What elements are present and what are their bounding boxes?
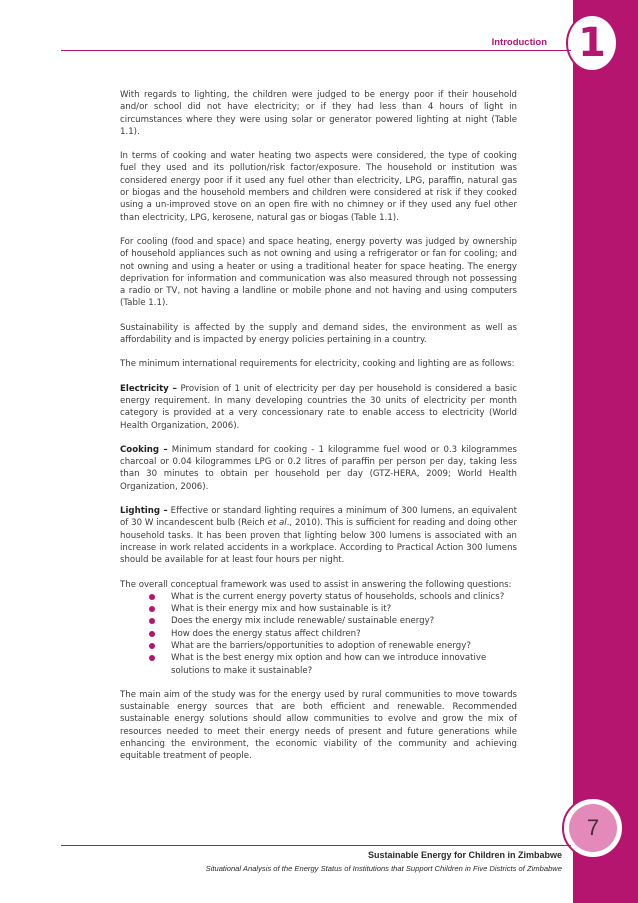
cooking-text: Minimum standard for cooking - 1 kilogramme fuel wood or 0.3 kilogrammes charcoal or 0.04 kilogrammes LPG or 0.2 litres of paraffin per person per day, taking less than 30 minutes to obtain per household per day (GTZ-HERA, 2009; World Health Organization, 2006). <box>120 444 517 492</box>
lighting-etal: et al <box>267 518 287 529</box>
paragraph-framework: The overall conceptual framework was used to assist in answering the following questions: <box>120 579 512 590</box>
list-item: Does the energy mix include renewable/ sustainable energy? <box>120 615 517 627</box>
electricity-text: Provision of 1 unit of electricity per day per household is considered a basic energy requirement. In many developing countries the 30 units of electricity per month category is provided at a very concessionary rate to enable access to electricity (World Health Organization, 2006). <box>120 383 517 431</box>
lighting-text-b: ., 2010). This is sufficient for reading and doing other household tasks. It has been proven that lighting below 300 lumens is associated with an increase in work related accidents in a workplace. According to Practical Action 300 lumens should be available for at least four hours per night. <box>120 518 517 566</box>
list-item: How does the energy status affect children? <box>120 628 517 640</box>
paragraph-requirements-intro: The minimum international requirements for electricity, cooking and lighting are as follows: <box>120 359 515 370</box>
paragraph-sustainability: Sustainability is affected by the supply and demand sides, the environment as well as affordability and is impacted by energy policies pertaining in a country. <box>120 322 517 346</box>
electricity-label: Electricity – <box>120 383 177 394</box>
paragraph-cooking <box>120 444 517 493</box>
header-divider <box>61 50 571 51</box>
paragraph-lighting <box>120 505 517 566</box>
questions-list <box>120 591 517 677</box>
paragraph-main-aim: The main aim of the study was for the energy used by rural communities to move towards sustainable energy sources that are both efficient and renewable. Recommended sustainable energy solutions should allow communities to evolve and grow the mix of resources needed to meet their energy needs of present and future generations while enhancing the environment, the economic viability of the community and achieving equitable treatment of people. <box>120 689 517 762</box>
footer-divider <box>61 845 571 846</box>
paragraph-electricity <box>120 383 517 432</box>
footer-title: Sustainable Energy for Children in Zimbabwe <box>367 850 562 860</box>
paragraph-lighting-poverty: With regards to lighting, the children were judged to be energy poor if their household and/or school did not have electricity; or if they had less than 4 hours of light in circumstances where they were using solar or generator powered lighting at night (Table 1.1). <box>120 90 517 137</box>
lighting-text-a: Effective or standard lighting requires a minimum of 300 lumens, an equivalent of 30 W incandescent bulb (Reich <box>120 506 517 529</box>
list-item: What are the barriers/opportunities to adoption of renewable energy? <box>120 640 517 652</box>
lighting-label: Lighting – <box>120 506 168 517</box>
cooking-label: Cooking – <box>120 444 168 455</box>
side-color-band <box>573 0 638 903</box>
section-header-title: Introduction <box>491 37 547 48</box>
chapter-number-badge: 1 <box>566 14 618 72</box>
paragraph-cooking-poverty: In terms of cooking and water heating two aspects were considered, the type of cooking fuel they used and its pollution/risk factor/exposure. The household or institution was considered energy poor if it used any fuel other than electricity, LPG, paraffin, natural gas or biogas and the household members and children were considered at risk if they cooked using a un-improved stove on an open fire with no chimney or if they used any fuel other than electricity, LPG, kerosene, natural gas or biogas (Table 1.1). <box>120 151 517 223</box>
list-item: What is the best energy mix option and how can we introduce innovative solutions to make it sustainable? <box>120 652 517 677</box>
list-item: What is the current energy poverty status of households, schools and clinics? <box>120 591 517 603</box>
page-number-badge <box>562 797 624 859</box>
footer-subtitle: Situational Analysis of the Energy Status of Institutions that Support Children in Five Districts of Zimbabwe <box>205 864 562 873</box>
paragraph-cooling-heating: For cooling (food and space) and space heating, energy poverty was judged by ownership of household appliances such as not owning and using a refrigerator or fan for cooling; and not owning and using a heater or using a traditional heater for space heating. The energy deprivation for information and communication was also measured through not possessing a radio or TV, not having a landline or mobile phone and not having and using computers (Table 1.1). <box>120 236 517 309</box>
list-item: What is their energy mix and how sustainable is it? <box>120 603 517 615</box>
body-text <box>120 89 517 775</box>
page-number: 7 <box>569 804 617 852</box>
